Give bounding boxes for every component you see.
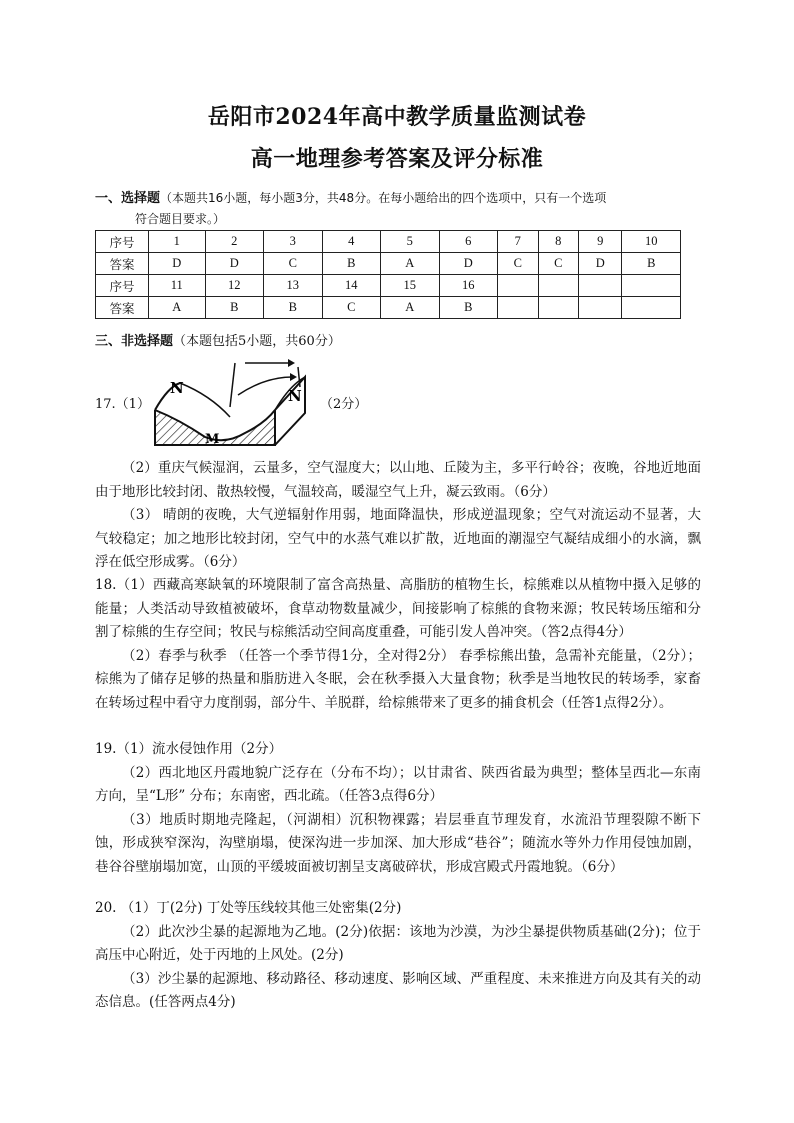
downflow-line [230,363,235,407]
table-cell [498,275,538,297]
table-cell: B [439,297,498,319]
table-cell [579,275,622,297]
figure-label-n-right: N [288,387,302,405]
q20-answers [95,897,701,1015]
table-cell: C [538,253,578,275]
table-cell: C [322,297,381,319]
q17-answers [95,457,701,575]
section1-header [95,188,705,229]
table-cell: B [622,253,681,275]
table-cell [622,275,681,297]
table-cell: D [579,253,622,275]
table-cell: B [322,253,381,275]
row-label: 序号 [96,275,149,297]
table-cell: C [264,253,323,275]
q18-answers [95,574,701,715]
table-cell: D [439,253,498,275]
q19-answers [95,738,701,879]
row-label: 答案 [96,297,149,319]
row-label: 答案 [96,253,149,275]
table-row [96,297,681,319]
q20-part3: （3）沙尘暴的起源地、移动路径、移动速度、影响区域、严重程度、未来推进方向及其有关的动态信息。(任答两点4分) [95,970,701,1010]
section3-heading: 三、非选择题 [95,334,174,349]
table-cell [579,297,622,319]
q20-part2: （2）此次沙尘暴的起源地为乙地。(2分)依据：该地为沙漠，为沙尘暴提供物质基础(2分)；位于高压中心附近，处于丙地的上风处。(2分) [95,923,701,963]
q18-part2: （2）春季与秋季 （任答一个季节得1分，全对得2分） 春季棕熊出蛰，急需补充能量，（2分）；棕熊为了储存足够的热量和脂肪进入冬眠，会在秋季摄入大量食物；秋季是当地牧民的转场季，家畜在转场过程中看守力度削弱，部分牛、羊脱群，给棕熊带来了更多的捕食机会（任答1点得2分）。 [95,647,701,711]
table-cell [538,275,578,297]
q19-part3: （3）地质时期地壳隆起，（河湖相）沉积物裸露；岩层垂直节理发育，水流沿节理裂隙不断下蚀，形成狭窄深沟，沟壁崩塌，使深沟进一步加深、加大形成“巷谷”；随流水等外力作用侵蚀加剧，巷谷谷壁崩塌加宽，山顶的平缓坡面被切割呈支离破碎状，形成宫殿式丹霞地貌。（6分） [95,811,701,875]
table-cell: D [149,253,206,275]
q19-part1: 19.（1）流水侵蚀作用（2分） [95,741,283,757]
upflow-line [238,377,292,395]
section1-heading: 一、选择题 [95,191,161,206]
row-label: 序号 [96,231,149,253]
table-cell: 10 [622,231,681,253]
table-cell: 4 [322,231,381,253]
table-cell [498,297,538,319]
table-row [96,231,681,253]
table-cell: A [381,297,440,319]
table-cell: A [381,253,440,275]
table-cell: 7 [498,231,538,253]
valley-diagram [150,355,320,450]
table-cell: 11 [149,275,206,297]
figure-label-m: M [205,432,220,447]
table-cell: 8 [538,231,578,253]
table-cell [538,297,578,319]
table-cell [622,297,681,319]
table-cell: 6 [439,231,498,253]
table-cell: 2 [205,231,264,253]
q19-part2: （2）西北地区丹霞地貌广泛存在（分布不均）；以甘肃省、陕西省最为典型；整体呈西北—东南方向，呈“L形” 分布；东南密，西北疏。（任答3点得6分） [95,764,701,804]
figure-label-n-left: N [170,379,184,397]
table-row [96,275,681,297]
q18-part1: 18.（1）西藏高寒缺氧的环境限制了富含高热量、高脂肪的植物生长，棕熊难以从植物中摄入足够的能量；人类活动导致植被破坏，食草动物数量减少，间接影响了棕熊的食物来源；牧民转场压缩和分割了棕熊的生存空间；牧民与棕熊活动空间高度重叠，可能引发人兽冲突。（答2点得4分） [95,577,701,640]
section3-header [95,330,341,349]
answer-table [95,230,681,319]
arrowhead-icon [288,359,295,367]
q17-score: （2分） [320,397,368,412]
table-cell: 15 [381,275,440,297]
table-cell: 16 [439,275,498,297]
table-cell: B [264,297,323,319]
q17-part3: （3） 晴朗的夜晚，大气逆辐射作用弱，地面降温快，形成逆温现象；空气对流运动不显著，大气较稳定；加之地形比较封闭，空气中的水蒸气难以扩散，近地面的潮湿空气凝结成细小的水滴，飘浮在低空形成雾。（6分） [95,507,701,570]
table-cell: 13 [264,275,323,297]
section1-note-cont: 符合题目要求。） [135,212,226,226]
table-cell: 1 [149,231,206,253]
page-subtitle: 高一地理参考答案及评分标准 [250,146,544,172]
q17-label: 17.（1） [95,397,150,412]
table-cell: 3 [264,231,323,253]
section3-note: （本题包括5小题，共60分） [173,334,341,349]
table-cell: 9 [579,231,622,253]
table-cell: 14 [322,275,381,297]
table-cell: B [205,297,264,319]
q17-part2: （2）重庆气候湿润，云量多，空气湿度大；以山地、丘陵为主，多平行岭谷；夜晚，谷地近地面由于地形比较封闭、散热较慢，气温较高，暖湿空气上升，凝云致雨。（6分） [95,460,701,500]
table-cell: C [498,253,538,275]
section1-note: （本题共16小题，每小题3分，共48分。在每小题给出的四个选项中，只有一个选项 [160,191,607,205]
arrowhead-icon [290,373,297,381]
table-cell: D [205,253,264,275]
table-row [96,253,681,275]
page-title: 岳阳市2024年高中教学质量监测试卷 [207,104,587,130]
table-cell: 5 [381,231,440,253]
q20-part1: 20. （1）丁(2分) 丁处等压线较其他三处密集(2分) [95,900,402,916]
slope-line [180,383,230,417]
table-cell: A [149,297,206,319]
table-cell: 12 [205,275,264,297]
